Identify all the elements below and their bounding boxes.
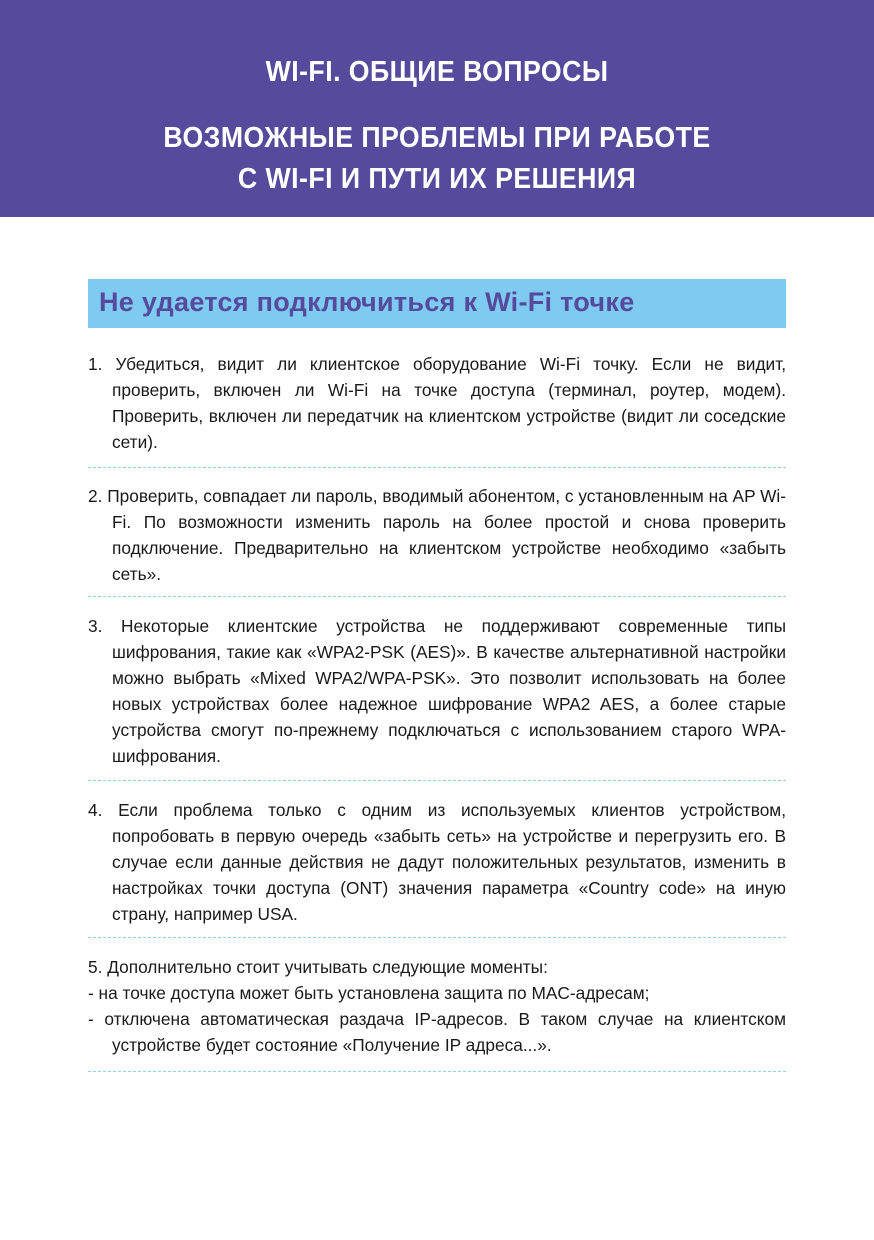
list-item-text: 3. Некоторые клиентские устройства не поддерживают современные типы шифрования, такие как «WPA2-PSK (AES)». В качестве альтернативной настройки можно выбрать «Mixed WPA2/WPA-PSK». Это позволит использовать на более новых устройствах более надежное шифрование WPA2 AES, а более старые устройства смогут по-прежнему подключаться с использованием старого WPA-шифрования. [88, 616, 786, 766]
subtitle-line-1: ВОЗМОЖНЫЕ ПРОБЛЕМЫ ПРИ РАБОТЕ [163, 122, 711, 154]
list-item-2 [88, 483, 786, 587]
list-item-text: 1. Убедиться, видит ли клиентское оборудование Wi-Fi точку. Если не видит, проверить, включен ли Wi-Fi на точке доступа (терминал, роутер, модем). Проверить, включен ли передатчик на клиентском устройстве (видит ли соседские сети). [88, 354, 786, 452]
list-item-text: 2. Проверить, совпадает ли пароль, вводимый абонентом, с установленным на AP Wi-Fi. По возможности изменить пароль на более простой и снова проверить подключение. Предварительно на клиентском устройстве необходимо «забыть сеть». [88, 486, 786, 584]
section-heading-band [88, 279, 786, 328]
subtitle-line-2: С WI-FI И ПУТИ ИХ РЕШЕНИЯ [237, 163, 637, 195]
dashed-separator [88, 596, 786, 597]
dashed-separator [88, 937, 786, 938]
dashed-separator [88, 467, 786, 468]
list-item-5 [88, 954, 786, 1058]
list-item-intro: 5. Дополнительно стоит учитывать следующие моменты: [88, 957, 548, 977]
list-item-3 [88, 613, 786, 769]
section-heading: Не удается подключиться к Wi-Fi точке [99, 287, 635, 317]
dashed-separator [88, 780, 786, 781]
list-item-1 [88, 351, 786, 455]
document-subtitle [35, 118, 839, 200]
list-item-4 [88, 797, 786, 927]
list-item-bullet: - на точке доступа может быть установлена защита по MAC-адресам; [88, 983, 650, 1003]
dashed-separator [88, 1071, 786, 1072]
list-item-text: 4. Если проблема только с одним из используемых клиентов устройством, попробовать в первую очередь «забыть сеть» на устройстве и перегрузить его. В случае если данные действия не дадут положительных результатов, изменить в настройках точки доступа (ONT) значения параметра «Country code» на иную страну, например USA. [88, 800, 786, 924]
document-title: WI-FI. ОБЩИЕ ВОПРОСЫ [265, 56, 609, 88]
list-item-bullet: - отключена автоматическая раздача IP-адресов. В таком случае на клиентском устройстве будет состояние «Получение IP адреса...». [88, 1009, 786, 1055]
header-banner [0, 0, 874, 217]
